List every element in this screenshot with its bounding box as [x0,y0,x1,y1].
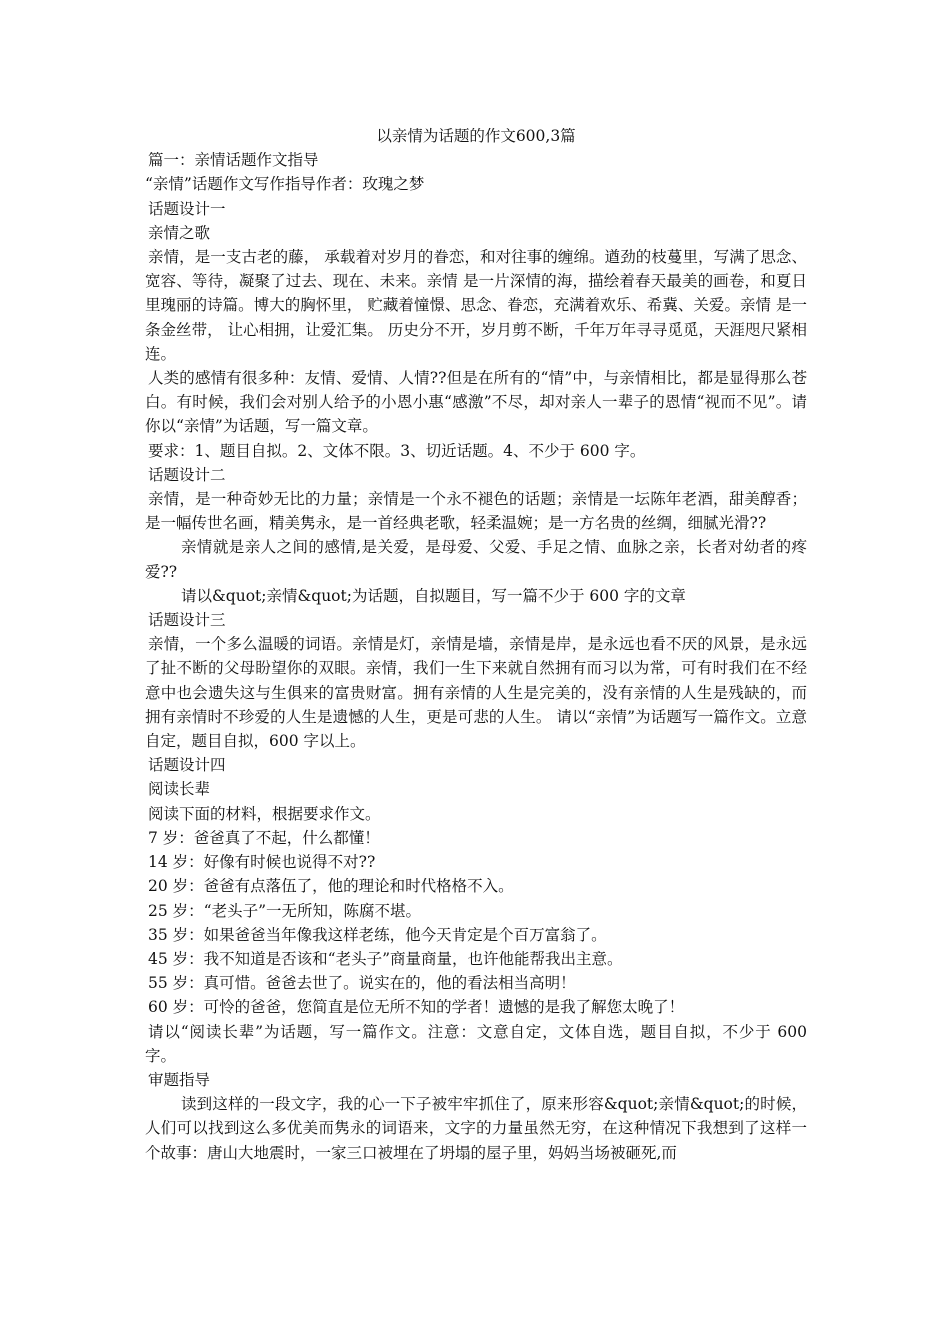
paragraph: 话题设计一 [148,199,226,218]
paragraph: 人类的感情有很多种：友情、爱情、人情??但是在所有的“情”中，与亲情相比，都是显得那么苍白。有时候，我们会对别人给予的小恩小惠“感激”不尽，却对亲人一辈子的恩情“视而不见”。请你以“亲情”为话题，写一篇文章。 [145,369,807,436]
paragraph: 25 岁：“老头子”一无所知，陈腐不堪。 [148,901,421,920]
paragraph: 篇一：亲情话题作文指导 [148,151,319,170]
paragraph: 20 岁：爸爸有点落伍了，他的理论和时代格格不入。 [148,877,514,896]
paragraph: 阅读长辈 [148,780,211,799]
paragraph: 35 岁：如果爸爸当年像我这样老练，他今天肯定是个百万富翁了。 [148,925,607,944]
paragraph: 审题指导 [148,1070,211,1089]
paragraph: 亲情，一个多么温暖的词语。亲情是灯，亲情是墙，亲情是岸，是永远也看不厌的风景，是永远了扯不断的父母盼望你的双眼。亲情，我们一生下来就自然拥有而习以为常，可有时我们在不经意中也会遗失这与生俱来的富贵财富。拥有亲情的人生是完美的，没有亲情的人生是残缺的，而拥有亲情时不珍爱的人生是遗憾的人生，更是可悲的人生。 请以“亲情”为话题写一篇作文。立意自定，题目自拟，600 字以上。 [145,635,807,751]
paragraph: 亲情之歌 [148,223,211,242]
paragraph: 要求：1、题目自拟。2、文体不限。3、切近话题。4、不少于 600 字。 [148,441,646,460]
paragraph: 话题设计二 [148,465,226,484]
paragraph: 45 岁：我不知道是否该和“老头子”商量商量，也许他能帮我出主意。 [148,949,623,968]
paragraph: 14 岁：好像有时候也说得不对?? [148,853,376,872]
paragraph: 亲情，是一支古老的藤， 承载着对岁月的眷恋，和对往事的缠绵。遒劲的枝蔓里，写满了思念、宽容、等待，凝聚了过去、现在、未来。亲情 是一片深情的海，描绘着春天最美的画卷，和夏日里瑰丽的诗篇。博大的胸怀里， 贮藏着憧憬、思念、眷恋，充满着欢乐、希冀、关爱。亲情 是一条金丝带， 让心相拥，让爱汇集。 历史分不开，岁月剪不断，千年万年寻寻觅觅，天涯咫尺紧相连。 [145,248,807,363]
paragraph: “亲情”话题作文写作指导作者：玫瑰之梦 [145,175,425,194]
paragraph: 60 岁：可怜的爸爸，您简直是位无所不知的学者！遗憾的是我了解您太晚了！ [148,998,685,1017]
paragraph: 55 岁：真可惜。爸爸去世了。说实在的，他的看法相当高明！ [148,974,576,993]
paragraph: 请以“阅读长辈”为话题，写一篇作文。注意：文意自定，文体自选，题目自拟，不少于 600 字。 [145,1022,807,1065]
paragraph: 话题设计四 [148,756,226,775]
document-body [145,148,807,1165]
document-page [145,124,807,1165]
paragraph: 亲情，是一种奇妙无比的力量；亲情是一个永不褪色的话题；亲情是一坛陈年老酒，甜美醇香；是一幅传世名画，精美隽永，是一首经典老歌，轻柔温婉；是一方名贵的丝绸，细腻光滑?? [145,490,807,533]
paragraph: 阅读下面的材料，根据要求作文。 [148,804,381,823]
paragraph: 亲情就是亲人之间的感情,是关爱，是母爱、父爱、手足之情、血脉之亲，长者对幼者的疼爱?? [145,538,807,581]
document-title: 以亲情为话题的作文600,3篇 [376,127,576,145]
paragraph: 7 岁：爸爸真了不起，什么都懂！ [148,828,380,847]
paragraph: 请以&quot;亲情&quot;为话题，自拟题目，写一篇不少于 600 字的文章 [181,586,686,605]
paragraph: 读到这样的一段文字，我的心一下子被牢牢抓住了，原来形容&quot;亲情&quot;的时候，人们可以找到这么多优美而隽永的词语来，文字的力量虽然无穷，在这种情况下我想到了这样一个故事：唐山大地震时，一家三口被埋在了坍塌的屋子里，妈妈当场被砸死,而 [145,1095,807,1162]
paragraph: 话题设计三 [148,611,226,630]
